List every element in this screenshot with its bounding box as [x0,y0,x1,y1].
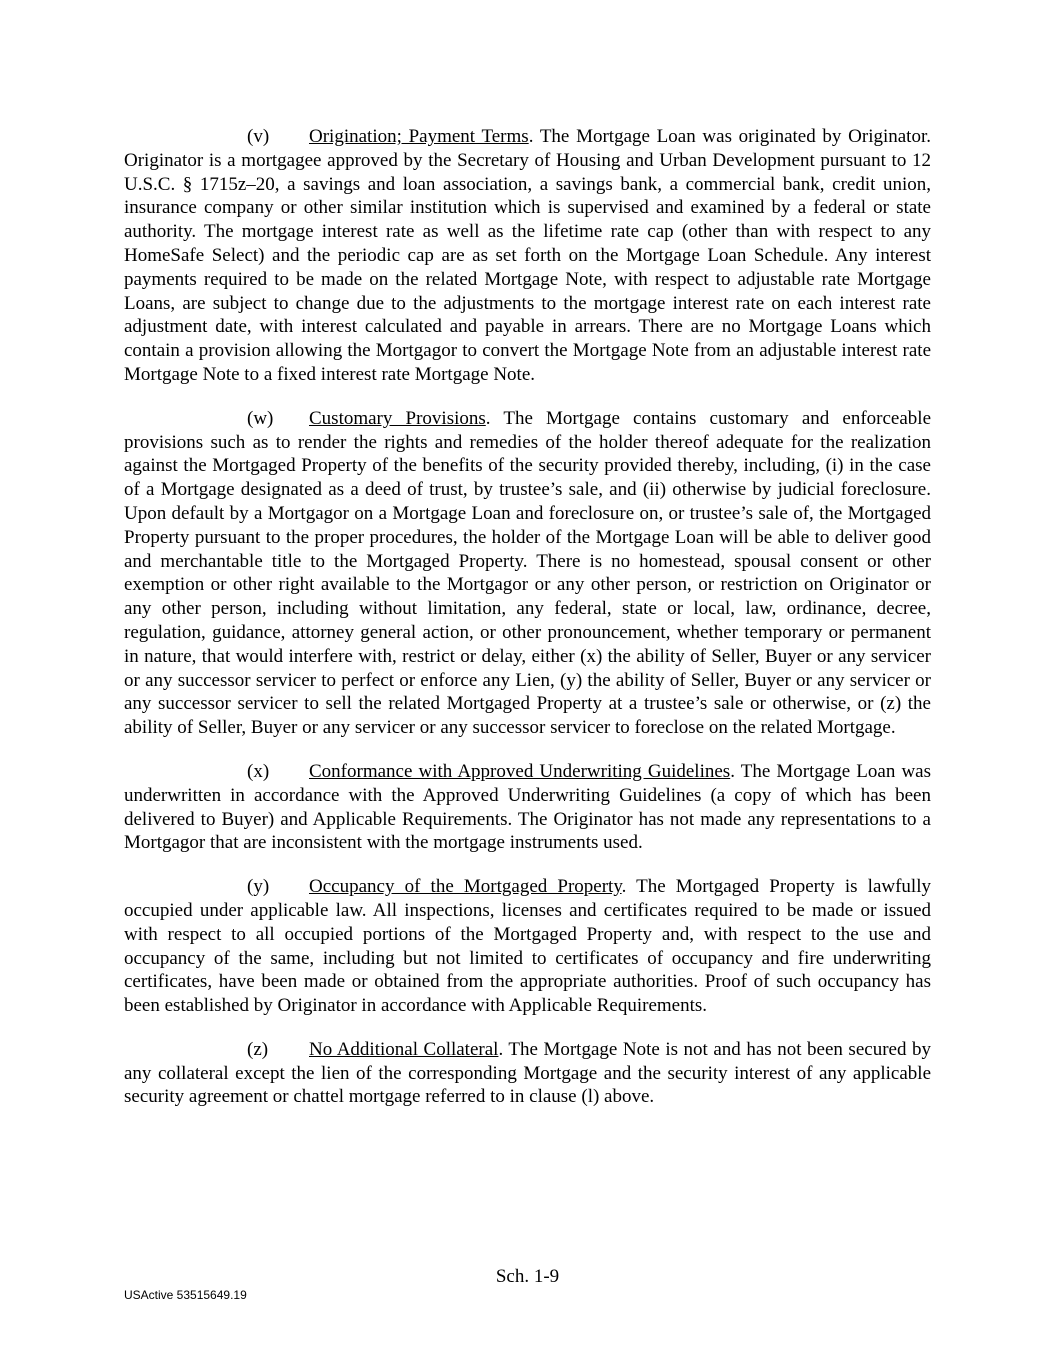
document-body [124,125,931,1129]
section-v [124,125,931,387]
section-heading: Customary Provisions [309,407,486,429]
section-text: . The Mortgage Loan was originated by Originator. Originator is a mortgagee approved by the Secretary of Housing and Urban Development pursuant to 12 U.S.C. § 1715z–20, a savings and loan association, a savings bank, a commercial bank, credit union, insurance company or other similar institution which is supervised and examined by a federal or state authority. The mortgage interest rate as well as the lifetime rate cap (other than with respect to any HomeSafe Select) and the periodic cap are as set forth on the Mortgage Loan Schedule. Any interest payments required to be made on the related Mortgage Note, with respect to adjustable rate Mortgage Loans, are subject to change due to the adjustments to the mortgage interest rate on each interest rate adjustment date, with interest calculated and payable in arrears. There are no Mortgage Loans which contain a provision allowing the Mortgagor to convert the Mortgage Note from an adjustable interest rate Mortgage Note to a fixed interest rate Mortgage Note. [124,126,931,385]
section-heading: No Additional Collateral [309,1038,499,1060]
section-label: (z) [247,1038,269,1060]
section-label: (v) [247,126,270,147]
section-text: . The Mortgaged Property is lawfully occupied under applicable law. All inspections, licenses and certificates required to be made or issued with respect to all occupied portions of the Mortgaged Property and, with respect to the use and occupancy of the same, including but not limited to certificates of occupancy and fire underwriting certificates, have been made or obtained from the appropriate authorities. Proof of such occupancy has been established by Originator in accordance with Applicable Requirements. [124,876,931,1017]
section-w [124,407,931,740]
section-z [124,1038,931,1109]
section-heading: Occupancy of the Mortgaged Property [309,876,622,898]
section-text: . The Mortgage Note is not and has not been secured by any collateral except the lien of the corresponding Mortgage and the security interest of any applicable security agreement or chattel mortgage referred to in clause (l) above. [124,1038,931,1108]
section-text: . The Mortgage contains customary and enforceable provisions such as to render the rights and remedies of the holder thereof adequate for the realization against the Mortgaged Property of the benefits of the security provided thereby, including, (i) in the case of a Mortgage designated as a deed of trust, by trustee’s sale, and (ii) otherwise by judicial foreclosure. Upon default by a Mortgagor on a Mortgage Loan and foreclosure on, or trustee’s sale of, the Mortgaged Property pursuant to the proper procedures, the holder of the Mortgage Loan will be able to deliver good and merchantable title to the Mortgaged Property. There is no homestead, spousal consent or other exemption or other right available to the Mortgagor or any other person, or restriction on Originator or any other person, including without limitation, any federal, state or local, law, ordinance, decree, regulation, guidance, attorney general action, or other pronouncement, whether temporary or permanent in nature, that would interfere with, restrict or delay, either (x) the ability of Seller, Buyer or any servicer or any successor servicer to perfect or enforce any Lien, (y) the ability of Seller, Buyer or any servicer or any successor servicer to sell the related Mortgaged Property at a trustee’s sale or otherwise, or (z) the ability of Seller, Buyer or any servicer or any successor servicer to foreclose on the related Mortgage. [124,407,931,739]
section-label: (y) [247,876,270,898]
section-heading: Conformance with Approved Underwriting Guidelines [309,760,731,782]
section-y [124,875,931,1018]
section-x [124,760,931,855]
document-id: USActive 53515649.19 [124,1288,247,1302]
section-heading: Origination; Payment Terms [309,126,529,147]
section-label: (w) [247,407,274,429]
page-number: Sch. 1-9 [495,1266,560,1287]
section-text: . The Mortgage Loan was underwritten in accordance with the Approved Underwriting Guidelines (a copy of which has been delivered to Buyer) and Applicable Requirements. The Originator has not made any representations to a Mortgagor that are inconsistent with the mortgage instruments used. [124,760,931,854]
section-label: (x) [247,760,270,782]
